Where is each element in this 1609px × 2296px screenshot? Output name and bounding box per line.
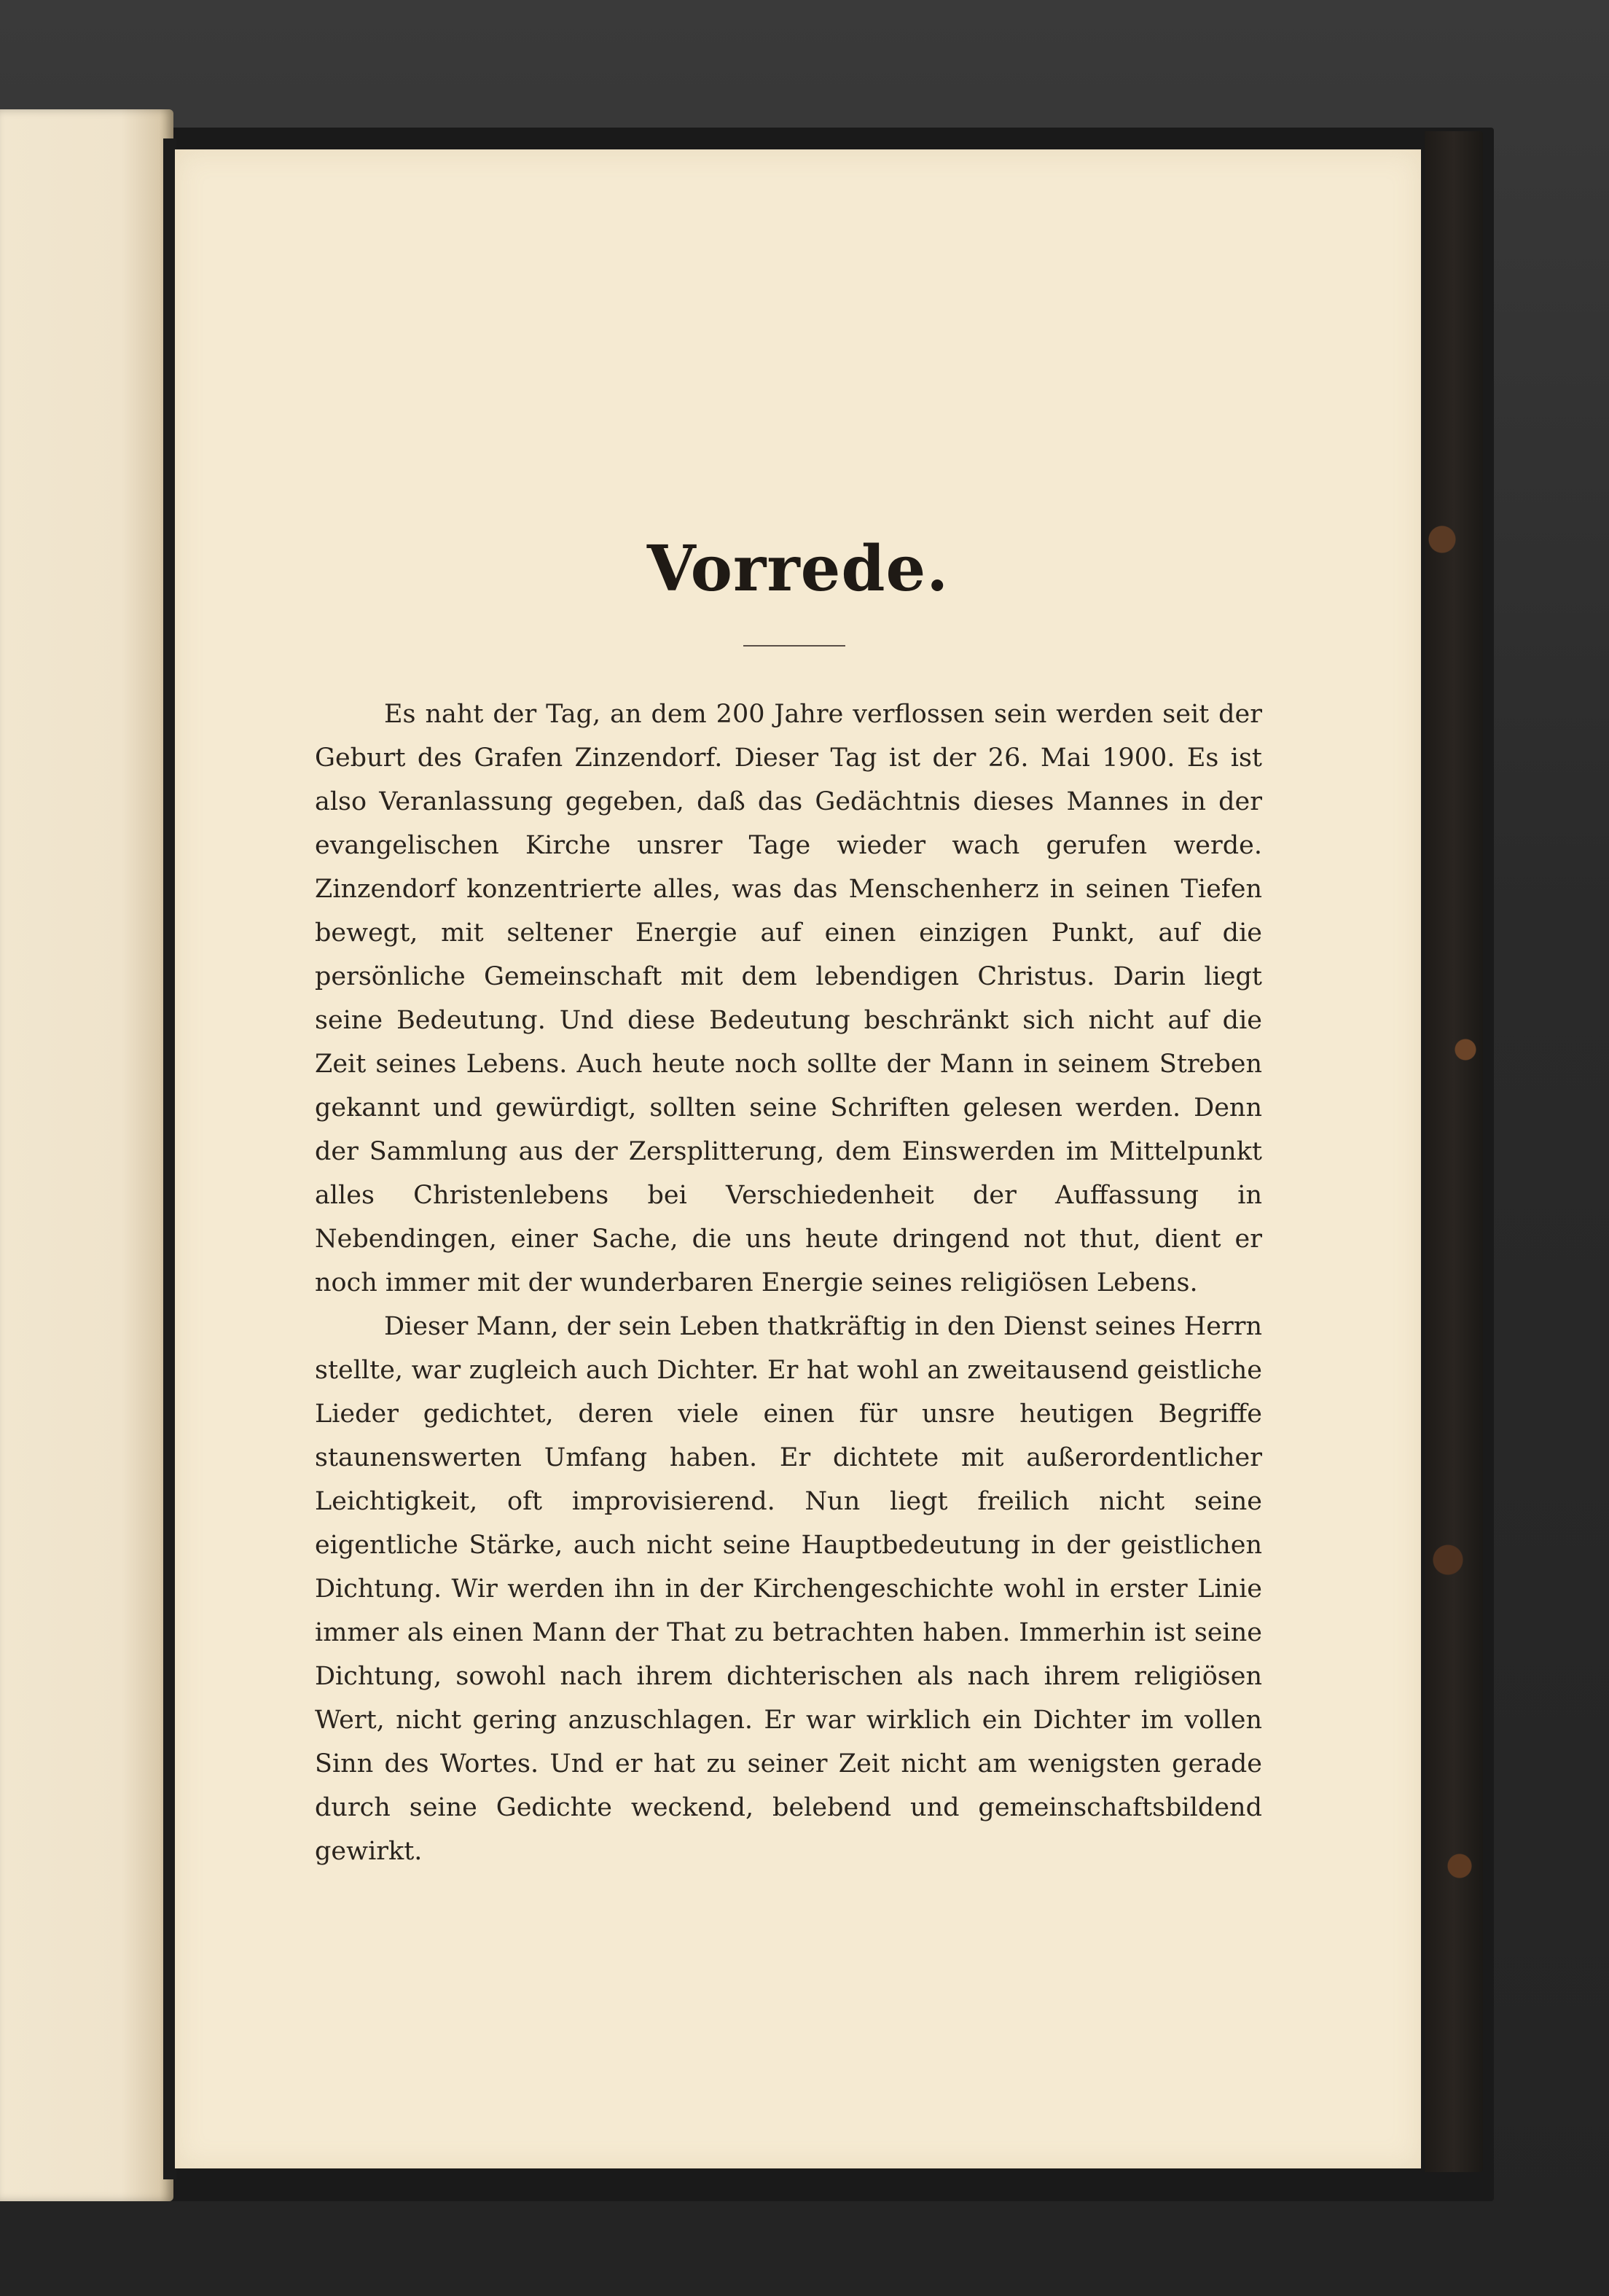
right-page (175, 149, 1421, 2168)
left-page-edge (0, 109, 173, 2201)
paragraph-1: Es naht der Tag, an dem 200 Jahre verflossen sein werden seit der Geburt des Grafen Zinzendorf. Dieser Tag ist der 26. Mai 1900. Es ist also Veranlassung gegeben, daß das Gedächtnis dieses Mannes in der evangelischen Kirche unsrer Tage wieder wach gerufen werde. Zinzendorf konzentrierte alles, was das Menschenherz in seinen Tiefen bewegt, mit seltener Energie auf einen einzigen Punkt, auf die persönliche Gemeinschaft mit dem lebendigen Christus. Darin liegt seine Bedeutung. Und diese Bedeutung beschränkt sich nicht auf die Zeit seines Lebens. Auch heute noch sollte der Mann in seinem Streben gekannt und gewürdigt, sollten seine Schriften gelesen werden. Denn der Sammlung aus der Zersplitterung, dem Einswerden im Mittelpunkt alles Christenlebens bei Verschiedenheit der Auffassung in Nebendingen, einer Sache, die uns heute dringend not thut, dient er noch immer mit der wunderbaren Energie seines religiösen Lebens. (315, 700, 1262, 1297)
page-title: Vorrede. (646, 532, 950, 606)
title-divider (743, 645, 845, 647)
body-text (315, 692, 1262, 1873)
marbled-cover-edge (1425, 131, 1483, 2172)
paragraph-2: Dieser Mann, der sein Leben thatkräftig in den Dienst seines Herrn stellte, war zugleich auch Dichter. Er hat wohl an zweitausend geistliche Lieder gedichtet, deren viele einen für unsre heutigen Begriffe staunenswerten Umfang haben. Er dichtete mit außerordentlicher Leichtigkeit, oft improvisierend. Nun liegt freilich nicht seine eigentliche Stärke, auch nicht seine Hauptbedeutung in der geistlichen Dichtung. Wir werden ihn in der Kirchengeschichte wohl in erster Linie immer als einen Mann der That zu betrachten haben. Immerhin ist seine Dichtung, sowohl nach ihrem dichterischen als nach ihrem religiösen Wert, nicht gering anzuschlagen. Er war wirklich ein Dichter im vollen Sinn des Wortes. Und er hat zu seiner Zeit nicht am wenigsten gerade durch seine Gedichte weckend, belebend und gemeinschaftsbildend gewirkt. (315, 1312, 1262, 1866)
